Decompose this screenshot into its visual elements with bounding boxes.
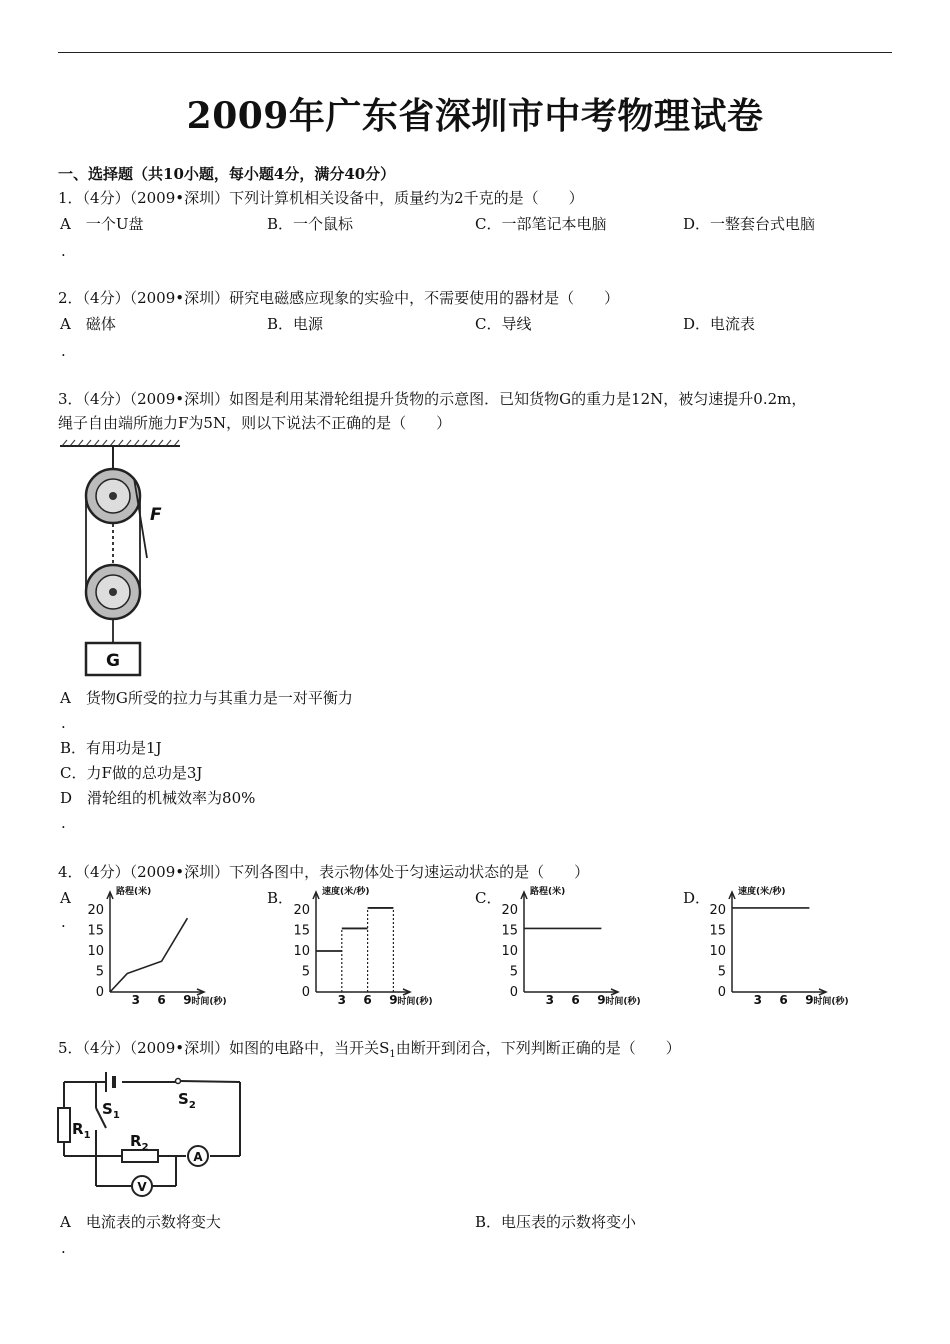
question-5-stem-pre: 5．（4分）（2009•深圳）如图的电路中，当开关S [58,1039,390,1057]
question-2-option-b: B．电源 [267,315,324,333]
y-tick-label: 10 [709,944,726,959]
x-axis-label: 时间(秒) [605,997,641,1007]
y-tick-label: 15 [293,923,310,939]
ammeter-label: A [193,1150,203,1164]
x-tick-label: 9 [597,993,606,1007]
question-3-option-c: C．力F做的总功是3J [60,764,203,782]
option-dot: . [61,342,66,360]
x-tick-label: 9 [389,993,398,1007]
cargo-box [86,643,140,675]
x-tick-label: 9 [805,993,814,1007]
question-3-stem-line1: 3．（4分）（2009•深圳）如图是利用某滑轮组提升货物的示意图．已知货物G的重力是12N，被匀速提升0.2m， [58,390,807,408]
y-tick-label: 15 [709,923,726,939]
y-axis-label: 速度(米/秒) [738,887,786,897]
question-5-stem-post: 由断开到闭合，下列判断正确的是（ ） [395,1039,681,1057]
data-line [110,918,187,992]
x-axis-label: 时间(秒) [191,997,227,1007]
x-tick-label: 6 [779,993,788,1007]
y-tick-label: 10 [293,944,310,959]
option-dot: . [61,913,66,931]
x-axis-label: 时间(秒) [397,997,433,1007]
question-1-option-d: D．一整套台式电脑 [683,215,816,233]
y-tick-label: 15 [87,923,104,939]
x-tick-label: 3 [545,993,554,1007]
x-tick-label: 3 [131,993,140,1007]
resistor-r1 [58,1108,70,1142]
question-3-option-d: D 滑轮组的机械效率为80% [60,789,256,807]
y-tick-label: 20 [501,903,518,918]
x-tick-label: 3 [337,993,346,1007]
y-tick-label: 10 [87,944,104,959]
question-3-stem-line2: 绳子自由端所施力F为5N，则以下说法不正确的是（ ） [58,414,452,432]
option-dot: . [61,814,66,832]
resistor-r2-label: $R_2$ [130,1132,149,1153]
question-5-stem [58,1038,681,1065]
graph-d [706,886,876,1010]
movable-pulley [86,565,140,619]
y-tick-label: 15 [501,923,518,939]
question-4-stem: 4．（4分）（2009•深圳）下列各图中，表示物体处于匀速运动状态的是（ ） [58,863,590,881]
y-tick-label: 0 [95,985,104,1000]
x-tick-label: 6 [157,993,166,1007]
question-1-option-a: A 一个U盘 [60,215,144,233]
switch-s1-label: $S_1$ [102,1100,120,1121]
question-4-letter-a: A [60,889,71,907]
y-tick-label: 0 [717,985,726,1000]
x-axis-label: 时间(秒) [813,997,849,1007]
y-tick-label: 5 [95,964,104,980]
graph-b [290,886,460,1010]
battery-icon [106,1072,114,1092]
question-1-stem: 1．（4分）（2009•深圳）下列计算机相关设备中，质量约为2千克的是（ ） [58,189,584,207]
question-5-option-b: B．电压表的示数将变小 [475,1213,637,1231]
x-tick-label: 6 [571,993,580,1007]
question-3-option-a: A 货物G所受的拉力与其重力是一对平衡力 [60,689,353,707]
y-tick-label: 20 [87,903,104,918]
y-tick-label: 5 [717,964,726,980]
fixed-pulley [86,469,140,523]
option-dot: . [61,242,66,260]
question-2-option-d: D．电流表 [683,315,756,333]
y-axis-label: 速度(米/秒) [322,887,370,897]
section-heading: 一、选择题（共10小题，每小题4分，满分40分） [58,165,396,183]
question-5-option-a: A 电流表的示数将变大 [60,1213,221,1231]
question-2-option-a: A 磁体 [60,315,116,333]
graph-c [498,886,668,1010]
resistor-r2 [122,1150,158,1162]
question-1-option-c: C．一部笔记本电脑 [475,215,607,233]
question-3-option-b: B．有用功是1J [60,739,162,757]
option-dot: . [61,714,66,732]
graph-a [84,886,254,1010]
question-2-stem: 2．（4分）（2009•深圳）研究电磁感应现象的实验中，不需要使用的器材是（ ） [58,289,620,307]
y-axis-label: 路程(米) [116,887,152,897]
x-tick-label: 9 [183,993,192,1007]
question-4-letter-b: B． [267,889,294,907]
y-tick-label: 5 [509,964,518,980]
circuit-figure [58,1068,248,1200]
question-5-stem-sub: 1 [389,1049,396,1060]
y-tick-label: 0 [509,985,518,1000]
pulley-figure [58,440,188,680]
top-rule [58,52,892,53]
force-label: F [150,505,162,525]
switch-s2-label: $S_2$ [178,1090,196,1111]
question-4-letter-c: C． [475,889,502,907]
page-title: 2009年广东省深圳市中考物理试卷 [186,95,764,137]
option-dot: . [61,1239,66,1257]
voltmeter-label: V [137,1180,147,1194]
x-tick-label: 6 [363,993,372,1007]
x-tick-label: 3 [753,993,762,1007]
question-4-letter-d: D． [683,889,711,907]
y-axis-label: 路程(米) [530,887,566,897]
switch-s2-contact [176,1079,181,1084]
y-tick-label: 20 [293,903,310,918]
y-tick-label: 5 [301,964,310,980]
question-1-option-b: B．一个鼠标 [267,215,354,233]
cargo-label: G [106,651,120,671]
y-tick-label: 20 [709,903,726,918]
y-tick-label: 10 [501,944,518,959]
question-2-option-c: C．导线 [475,315,532,333]
y-tick-label: 0 [301,985,310,1000]
resistor-r1-label: $R_1$ [72,1120,91,1141]
ceiling-support [60,440,180,446]
